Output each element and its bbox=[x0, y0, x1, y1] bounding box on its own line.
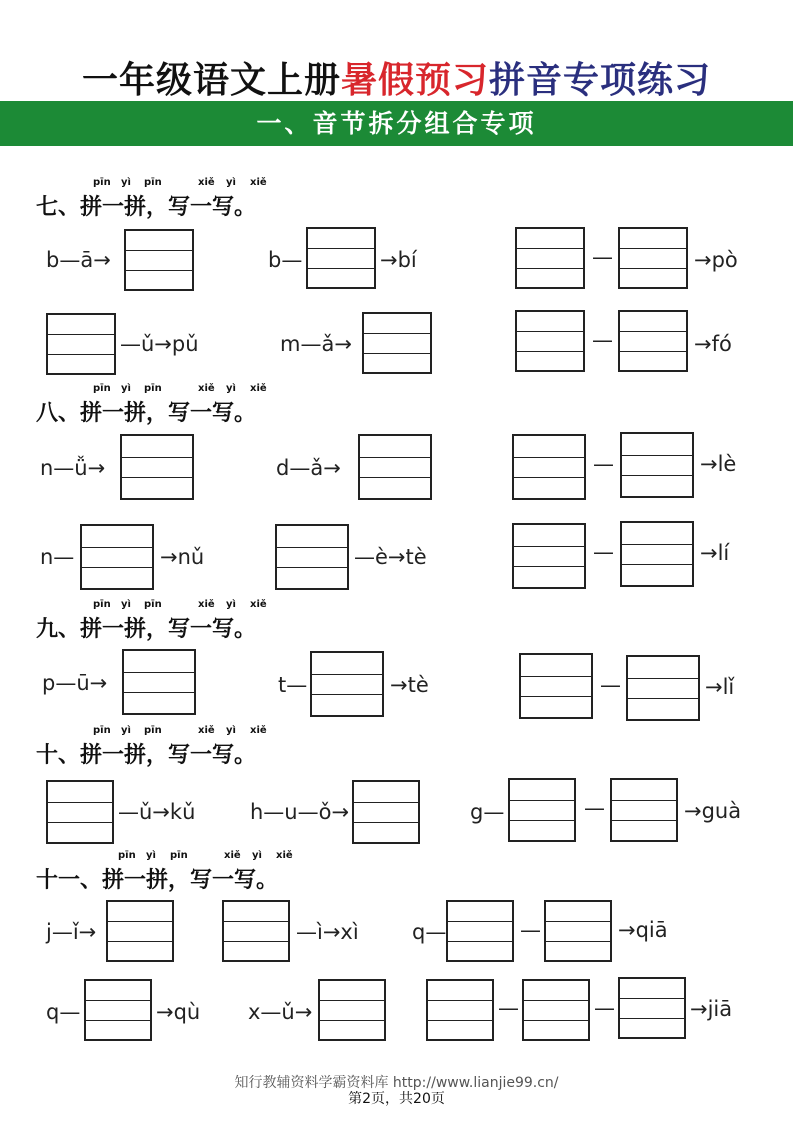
pinyin-annotation: xiě bbox=[198, 177, 215, 188]
pinyin-annotation: yì bbox=[146, 850, 156, 861]
page-number: 第2页，共20页 bbox=[348, 1091, 445, 1107]
writing-box[interactable] bbox=[508, 778, 576, 842]
exercise-text: →lè bbox=[700, 452, 737, 476]
exercise-text: x—ǔ→ bbox=[248, 1000, 313, 1024]
pinyin-annotation: xiě bbox=[224, 850, 241, 861]
pinyin-annotation: yì bbox=[252, 850, 262, 861]
exercise-text: — bbox=[592, 245, 613, 269]
writing-box[interactable] bbox=[46, 313, 116, 375]
writing-box[interactable] bbox=[352, 780, 420, 844]
pinyin-annotation: xiě bbox=[198, 383, 215, 394]
exercise-text: →tè bbox=[390, 673, 429, 697]
writing-box[interactable] bbox=[120, 434, 194, 500]
exercise-text: →nǔ bbox=[160, 545, 205, 569]
writing-box[interactable] bbox=[84, 979, 152, 1041]
footer-watermark: 知行教辅资料学霸资料库 http://www.lianjie99.cn/ bbox=[234, 1075, 559, 1091]
exercise-text: — bbox=[600, 673, 621, 697]
writing-box[interactable] bbox=[515, 227, 585, 289]
exercise-text: g— bbox=[470, 800, 505, 824]
writing-box[interactable] bbox=[122, 649, 196, 715]
writing-box[interactable] bbox=[519, 653, 593, 719]
pinyin-annotation: xiě bbox=[250, 383, 267, 394]
exercise-text: —ǔ→pǔ bbox=[120, 332, 199, 356]
pinyin-annotation: pīn bbox=[93, 599, 111, 610]
pinyin-annotation: pīn bbox=[93, 383, 111, 394]
section-heading: 十一、拼一拼，写一写。 bbox=[36, 867, 279, 893]
exercise-text: →pò bbox=[694, 248, 738, 272]
writing-box[interactable] bbox=[222, 900, 290, 962]
writing-box[interactable] bbox=[446, 900, 514, 962]
writing-box[interactable] bbox=[318, 979, 386, 1041]
writing-box[interactable] bbox=[620, 432, 694, 498]
writing-box[interactable] bbox=[275, 524, 349, 590]
writing-box[interactable] bbox=[512, 434, 586, 500]
exercise-text: — bbox=[593, 452, 614, 476]
pinyin-annotation: xiě bbox=[276, 850, 293, 861]
exercise-text: — bbox=[593, 540, 614, 564]
exercise-text: →lí bbox=[700, 541, 730, 565]
pinyin-annotation: yì bbox=[121, 177, 131, 188]
writing-box[interactable] bbox=[310, 651, 384, 717]
exercise-text: — bbox=[594, 996, 615, 1020]
pinyin-annotation: xiě bbox=[198, 725, 215, 736]
pinyin-annotation: pīn bbox=[118, 850, 136, 861]
writing-box[interactable] bbox=[618, 977, 686, 1039]
pinyin-annotation: yì bbox=[226, 383, 236, 394]
writing-box[interactable] bbox=[106, 900, 174, 962]
pinyin-annotation: pīn bbox=[144, 383, 162, 394]
exercise-text: →lǐ bbox=[705, 675, 735, 699]
exercise-text: →guà bbox=[684, 799, 742, 823]
exercise-text: q— bbox=[46, 1000, 81, 1024]
writing-box[interactable] bbox=[522, 979, 590, 1041]
exercise-text: t— bbox=[278, 673, 308, 697]
writing-box[interactable] bbox=[618, 310, 688, 372]
exercise-text: n— bbox=[40, 545, 75, 569]
writing-box[interactable] bbox=[124, 229, 194, 291]
section-heading: 十、拼一拼，写一写。 bbox=[36, 742, 257, 768]
exercise-text: →fó bbox=[694, 332, 732, 356]
exercise-text: — bbox=[584, 796, 605, 820]
exercise-text: →qù bbox=[156, 1000, 201, 1024]
pinyin-annotation: pīn bbox=[170, 850, 188, 861]
section-banner: 一、音节拆分组合专项 bbox=[0, 101, 793, 146]
exercise-text: — bbox=[520, 918, 541, 942]
exercise-text: h—u—ǒ→ bbox=[250, 800, 350, 824]
pinyin-annotation: xiě bbox=[250, 725, 267, 736]
exercise-text: d—ǎ→ bbox=[276, 456, 341, 480]
pinyin-annotation: yì bbox=[121, 383, 131, 394]
title-part-3: 拼音专项练习 bbox=[489, 59, 712, 101]
pinyin-annotation: pīn bbox=[144, 599, 162, 610]
writing-box[interactable] bbox=[46, 780, 114, 844]
pinyin-annotation: xiě bbox=[198, 599, 215, 610]
pinyin-annotation: xiě bbox=[250, 177, 267, 188]
pinyin-annotation: pīn bbox=[144, 725, 162, 736]
exercise-text: —ǔ→kǔ bbox=[118, 800, 196, 824]
pinyin-annotation: yì bbox=[121, 725, 131, 736]
writing-box[interactable] bbox=[544, 900, 612, 962]
exercise-text: j—ǐ→ bbox=[46, 920, 97, 944]
pinyin-annotation: xiě bbox=[250, 599, 267, 610]
writing-box[interactable] bbox=[620, 521, 694, 587]
title-part-2: 暑假预习 bbox=[340, 59, 489, 101]
pinyin-annotation: pīn bbox=[93, 177, 111, 188]
exercise-text: —ì→xì bbox=[296, 920, 359, 944]
section-heading: 九、拼一拼，写一写。 bbox=[36, 616, 257, 642]
exercise-text: →bí bbox=[380, 248, 417, 272]
pinyin-annotation: yì bbox=[226, 725, 236, 736]
exercise-text: m—ǎ→ bbox=[280, 332, 352, 356]
pinyin-annotation: yì bbox=[226, 177, 236, 188]
pinyin-annotation: pīn bbox=[93, 725, 111, 736]
writing-box[interactable] bbox=[306, 227, 376, 289]
exercise-text: b—ā→ bbox=[46, 248, 111, 272]
pinyin-annotation: pīn bbox=[144, 177, 162, 188]
page-title bbox=[0, 52, 793, 103]
writing-box[interactable] bbox=[610, 778, 678, 842]
exercise-text: b— bbox=[268, 248, 303, 272]
title-part-1: 一年级语文上册 bbox=[81, 59, 341, 101]
writing-box[interactable] bbox=[512, 523, 586, 589]
section-heading: 八、拼一拼，写一写。 bbox=[36, 400, 257, 426]
writing-box[interactable] bbox=[515, 310, 585, 372]
writing-box[interactable] bbox=[80, 524, 154, 590]
pinyin-annotation: yì bbox=[226, 599, 236, 610]
exercise-text: n—ǚ→ bbox=[40, 456, 106, 480]
section-heading: 七、拼一拼，写一写。 bbox=[36, 194, 257, 220]
writing-box[interactable] bbox=[362, 312, 432, 374]
pinyin-annotation: yì bbox=[121, 599, 131, 610]
exercise-text: q— bbox=[412, 920, 447, 944]
exercise-text: —è→tè bbox=[354, 545, 427, 569]
exercise-text: →qiā bbox=[618, 918, 668, 942]
exercise-text: — bbox=[498, 996, 519, 1020]
writing-box[interactable] bbox=[618, 227, 688, 289]
writing-box[interactable] bbox=[626, 655, 700, 721]
writing-box[interactable] bbox=[426, 979, 494, 1041]
writing-box[interactable] bbox=[358, 434, 432, 500]
exercise-text: — bbox=[592, 328, 613, 352]
exercise-text: →jiā bbox=[690, 997, 733, 1021]
exercise-text: p—ū→ bbox=[42, 671, 108, 695]
